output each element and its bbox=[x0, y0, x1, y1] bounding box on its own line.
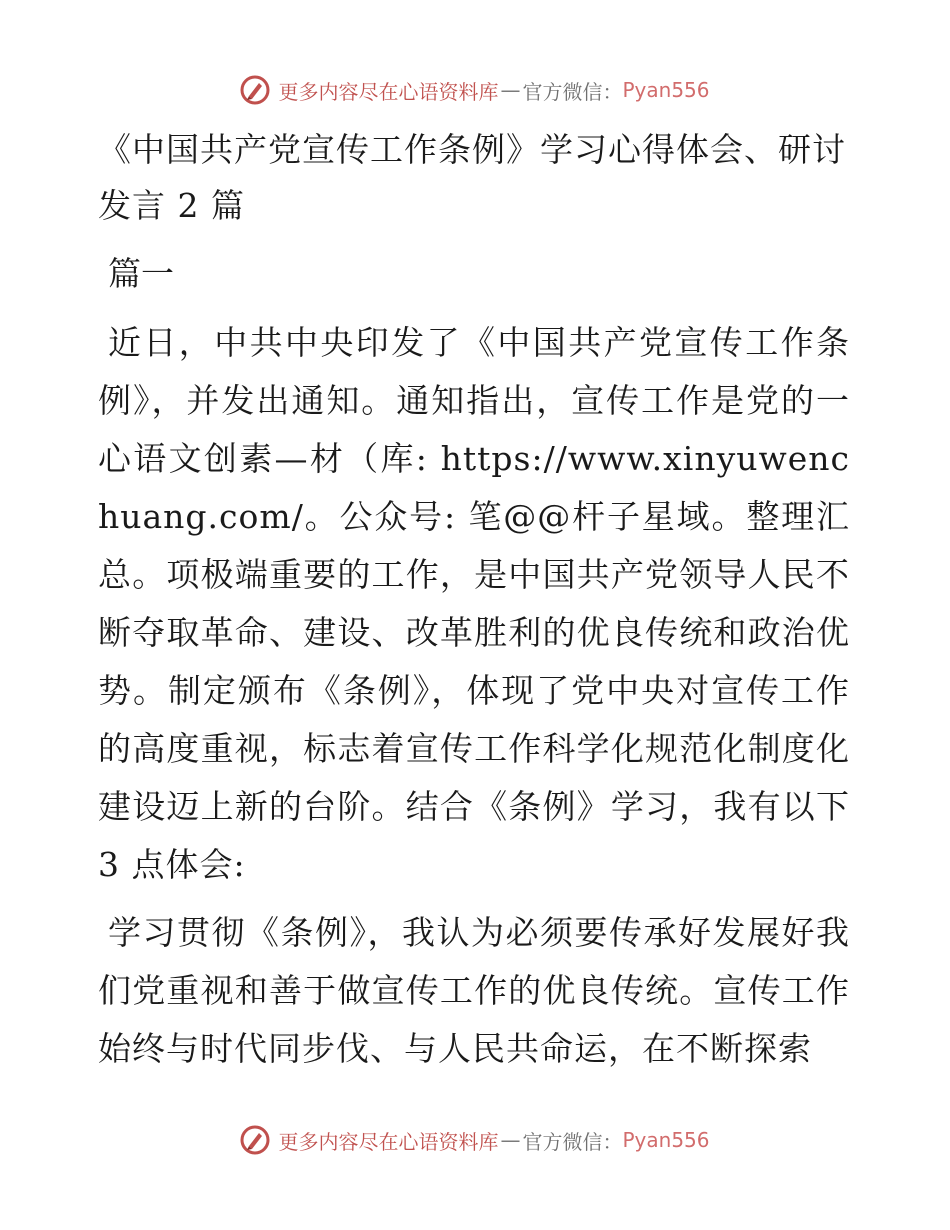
header-banner bbox=[0, 70, 950, 110]
pen-logo-icon bbox=[240, 1125, 270, 1155]
footer-banner-dash: — bbox=[500, 1128, 521, 1152]
footer-banner-wechat-label: 官方微信： bbox=[522, 1129, 623, 1154]
header-banner-wechat-id: Pyan556 bbox=[622, 78, 710, 102]
section-heading: 篇一 bbox=[108, 254, 174, 293]
header-banner-wechat-label: 官方微信： bbox=[522, 79, 623, 104]
header-banner-text: 更多内容尽在心语资料库 bbox=[278, 79, 499, 104]
header-banner-dash: — bbox=[500, 78, 521, 102]
document-body bbox=[98, 122, 850, 1088]
footer-banner-text: 更多内容尽在心语资料库 bbox=[278, 1129, 499, 1154]
document-title: 《中国共产党宣传工作条例》学习心得体会、研讨发言 2 篇 bbox=[98, 130, 846, 225]
paragraph-1: 近日，中共中央印发了《中国共产党宣传工作条例》，并发出通知。通知指出，宣传工作是党的一心语文创素—材（库: https://www.xinyuwenchuang.com/。公众号: 笔@@杆子星域。整理汇总。项极端重要的工作，是中国共产党领导人民不断夺取革命、建设、改革胜利的优良传统和政治优势。制定颁布《条例》，体现了党中央对宣传工作的高度重视，标志着宣传工作科学化规范化制度化建设迈上新的台阶。结合《条例》学习，我有以下 3 点体会: bbox=[98, 323, 850, 884]
pen-logo-icon bbox=[240, 75, 270, 105]
footer-banner bbox=[0, 1120, 950, 1160]
paragraph-2: 学习贯彻《条例》，我认为必须要传承好发展好我们党重视和善于做宣传工作的优良传统。宣传工作始终与时代同步伐、与人民共命运，在不断探索 bbox=[98, 913, 850, 1068]
footer-banner-wechat-id: Pyan556 bbox=[622, 1128, 710, 1152]
